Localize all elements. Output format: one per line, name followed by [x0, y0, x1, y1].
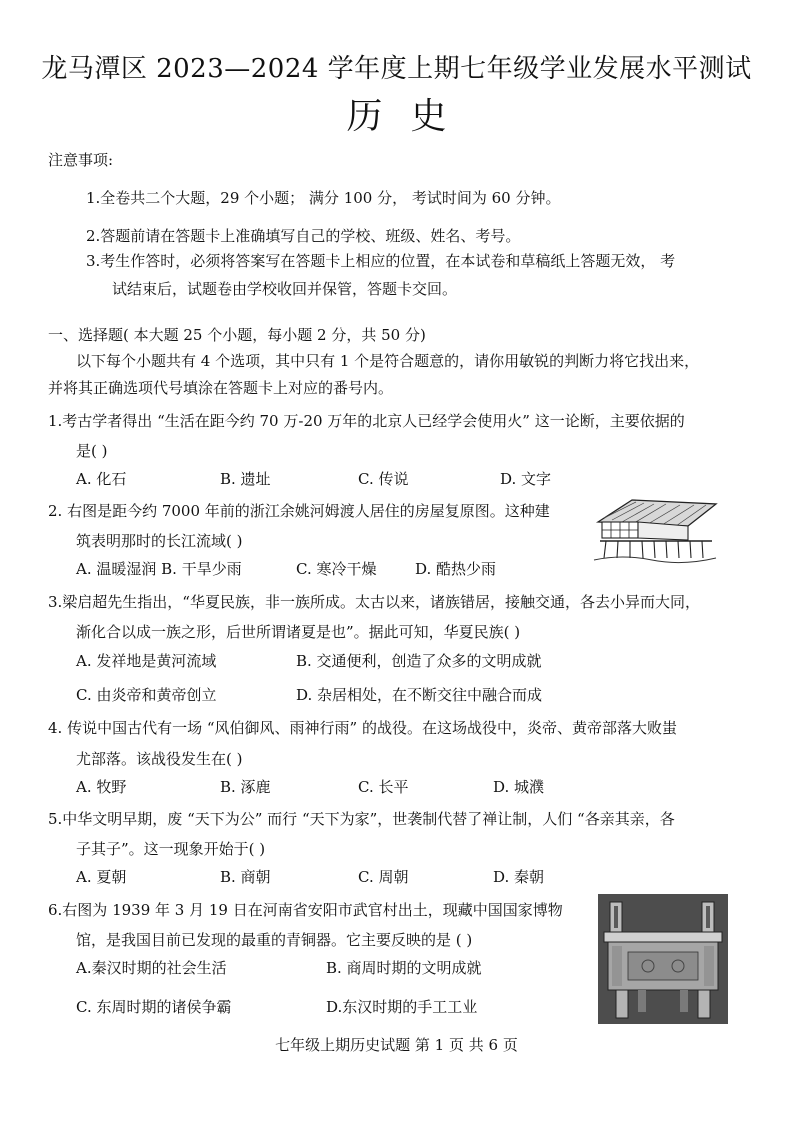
question-4-line1: 4. 传说中国古代有一场 “风伯御风、雨神行雨” 的战役。在这场战役中，炎帝、黄帝部落大败蚩 — [48, 719, 677, 737]
question-5-option-d: D. 秦朝 — [493, 868, 545, 886]
question-6-line1: 6.右图为 1939 年 3 月 19 日在河南省安阳市武官村出土，现藏中国国家博物 — [48, 901, 563, 919]
hemudu-house-illustration — [592, 494, 722, 564]
question-5-line1: 5.中华文明早期，废 “天下为公” 而行 “天下为家”，世袭制代替了禅让制，人们 “各亲其亲，各 — [48, 810, 675, 828]
section-instructions-line2: 并将其正确选项代号填涂在答题卡上对应的番号内。 — [48, 379, 394, 397]
question-2-option-c: C. 寒冷干燥 — [296, 560, 377, 578]
question-1-option-d: D. 文字 — [500, 470, 552, 488]
bronze-ding-photo — [598, 894, 728, 1024]
exam-subject: 历史 — [346, 96, 475, 137]
question-4-line2: 尤部落。该战役发生在( ) — [76, 750, 243, 768]
section-heading: 一、选择题( 本大题 25 个小题，每小题 2 分，共 50 分) — [48, 326, 426, 344]
question-3-option-a: A. 发祥地是黄河流域 — [76, 652, 217, 670]
question-5-option-b: B. 商朝 — [220, 868, 271, 886]
question-4-option-b: B. 涿鹿 — [220, 778, 271, 796]
note-item-3-cont: 试结束后，试题卷由学校收回并保管，答题卡交回。 — [112, 280, 458, 298]
note-item-1: 1.全卷共二个大题，29 个小题； 满分 100 分， 考试时间为 60 分钟。 — [86, 189, 561, 207]
question-3-line2: 渐化合以成一族之形，后世所谓诸夏是也”。据此可知，华夏民族( ) — [76, 623, 521, 641]
question-1-line2: 是( ) — [76, 442, 108, 460]
question-6-option-c: C. 东周时期的诸侯争霸 — [76, 998, 232, 1016]
question-5-option-c: C. 周朝 — [358, 868, 409, 886]
question-4-option-d: D. 城濮 — [493, 778, 545, 796]
section-instructions-line1: 以下每个小题共有 4 个选项，其中只有 1 个是符合题意的，请你用敏锐的判断力将它找出来， — [76, 352, 700, 370]
question-3-option-b: B. 交通便利，创造了众多的文明成就 — [296, 652, 542, 670]
note-item-3: 3.考生作答时，必须将答案写在答题卡上相应的位置，在本试卷和草稿纸上答题无效， 考 — [86, 252, 676, 270]
question-1-line1: 1.考古学者得出 “生活在距今约 70 万-20 万年的北京人已经学会使用火” 这一论断，主要依据的 — [48, 412, 685, 430]
question-1-option-c: C. 传说 — [358, 470, 409, 488]
exam-title: 龙马潭区 2023—2024 学年度上期七年级学业发展水平测试 — [41, 54, 752, 84]
question-3-line1: 3.梁启超先生指出，“华夏民族，非一族所成。太古以来，诸族错居，接触交通，各去小异而大同， — [48, 593, 700, 611]
question-2-option-ab: A. 温暖湿润 B. 干旱少雨 — [76, 560, 242, 578]
question-6-option-a: A.秦汉时期的社会生活 — [76, 959, 227, 977]
question-3-option-c: C. 由炎帝和黄帝创立 — [76, 686, 217, 704]
question-6-line2: 馆，是我国目前已发现的最重的青铜器。它主要反映的是 ( ) — [76, 931, 473, 949]
question-2-line1: 2. 右图是距今约 7000 年前的浙江余姚河姆渡人居住的房屋复原图。这种建 — [48, 502, 550, 520]
question-2-line2: 筑表明那时的长江流域( ) — [76, 532, 243, 550]
question-2-option-d: D. 酷热少雨 — [415, 560, 497, 578]
question-5-line2: 子其子”。这一现象开始于( ) — [76, 840, 266, 858]
question-5-option-a: A. 夏朝 — [76, 868, 127, 886]
question-3-option-d: D. 杂居相处，在不断交往中融合而成 — [296, 686, 543, 704]
question-4-option-c: C. 长平 — [358, 778, 409, 796]
question-1-option-b: B. 遗址 — [220, 470, 271, 488]
question-6-option-b: B. 商周时期的文明成就 — [326, 959, 482, 977]
note-item-2: 2.答题前请在答题卡上准确填写自己的学校、班级、姓名、考号。 — [86, 227, 521, 245]
notes-heading: 注意事项: — [48, 151, 114, 169]
page-footer: 七年级上期历史试题 第 1 页 共 6 页 — [275, 1036, 518, 1054]
question-4-option-a: A. 牧野 — [76, 778, 127, 796]
question-1-option-a: A. 化石 — [76, 470, 127, 488]
question-6-option-d: D.东汉时期的手工工业 — [326, 998, 478, 1016]
